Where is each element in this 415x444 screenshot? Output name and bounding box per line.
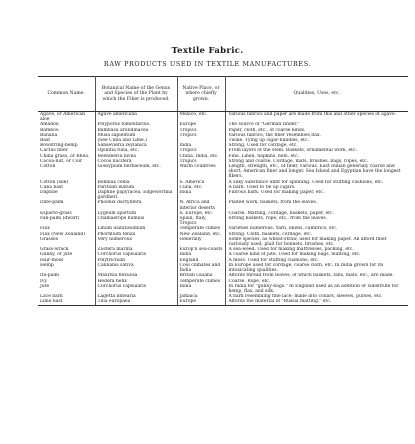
common-name-cell: Banana bbox=[38, 133, 95, 138]
botanical-name-cell: Polyporus fomentarius. bbox=[95, 122, 177, 127]
common-name-cell: Esparto-grass bbox=[38, 211, 95, 216]
common-name-cell: Date-palm bbox=[38, 200, 95, 210]
botanical-name-cell: Phormium tenax bbox=[95, 232, 177, 237]
common-name-cell: Hair-moss bbox=[38, 258, 95, 263]
qualities-cell: Varieties numerous. Yarn, linens, cambrics, etc. bbox=[228, 226, 338, 232]
botanical-name-cell: Phoenix dactylifera bbox=[95, 200, 177, 210]
native-place-cell: Europe bbox=[177, 299, 225, 305]
common-name-cell: Cotton (silk) bbox=[38, 180, 95, 185]
native-place-cell: Cool climates and India bbox=[177, 263, 225, 273]
native-place-cell: Temperate climes bbox=[177, 226, 225, 231]
qualities-cell: Strong baskets, rope, etc., from the leaves. bbox=[228, 216, 328, 222]
botanical-name-cell: Agave americana bbox=[95, 112, 177, 123]
botanical-name-cell: Hedera helix bbox=[95, 279, 177, 284]
native-place-cell: China, India, etc. bbox=[177, 154, 225, 159]
native-place-cell: Warm countries bbox=[177, 164, 225, 180]
qualities-cell: Some species, as wheat-straw, used for making paper. All afford fiber variously used; plait for bonnets, brushes, etc. bbox=[228, 236, 387, 248]
common-name-cell: Grasses bbox=[38, 237, 95, 247]
table-row bbox=[38, 299, 408, 305]
botanical-name-cell: Sansevieria zeylanica bbox=[95, 143, 177, 148]
botanical-name-cell: Boehmeria nivea bbox=[95, 154, 177, 159]
common-name-cell: Bowstring-hemp bbox=[38, 143, 95, 148]
table-row bbox=[38, 164, 408, 180]
table-row bbox=[38, 263, 408, 273]
botanical-name-cell: Corchorus capsularis bbox=[95, 252, 177, 257]
botanical-name-cell: Bombax ceiba bbox=[95, 180, 177, 185]
botanical-name-cell: Lygeum spartum bbox=[95, 211, 177, 216]
native-place-cell: Tropics bbox=[177, 128, 225, 133]
native-place-cell: India bbox=[177, 284, 225, 294]
botanical-name-cell: Bambusa arundinacea bbox=[95, 128, 177, 133]
native-place-cell: Europe bbox=[177, 122, 225, 127]
botanical-name-cell: Polytrichum bbox=[95, 258, 177, 263]
common-name-cell: Grass-wrack bbox=[38, 247, 95, 252]
common-name-cell: Cotton bbox=[38, 164, 95, 180]
botanical-name-cell: Gossypium herbaceum, etc. bbox=[95, 164, 177, 180]
common-name-cell: Cuba bast bbox=[38, 185, 95, 190]
qualities-cell: Affords the material of "Russia matting," etc. bbox=[225, 299, 408, 305]
qualities-cell: From layers of the stem. Baskets, ornamental work, etc. bbox=[228, 148, 357, 154]
table-row bbox=[38, 216, 408, 226]
qualities-cell: A coarse kind of jute. Used for making bags, matting, etc. bbox=[228, 252, 361, 258]
botanical-name-cell: Tilia europaea bbox=[95, 299, 177, 305]
common-name-cell: Bamboo bbox=[38, 128, 95, 133]
native-place-cell: New Zealand, etc. bbox=[177, 232, 225, 237]
botanical-name-cell: Daphne papyracea, Edgeworthia gardneri. bbox=[95, 190, 177, 200]
column-header-native-place: Native Place, or where chiefly grown. bbox=[177, 77, 225, 112]
qualities-cell: Fine. Linen, napkins, nets, etc. bbox=[228, 153, 299, 159]
common-name-cell: Amadou bbox=[38, 122, 95, 127]
native-place-cell: Tropics bbox=[177, 159, 225, 164]
common-name-cell: Ita-palm bbox=[38, 273, 95, 278]
common-name-cell: Daphne bbox=[38, 190, 95, 200]
table-header-row bbox=[38, 77, 408, 112]
botanical-name-cell: Corchorus capsularis bbox=[95, 284, 177, 294]
native-place-cell: England bbox=[177, 258, 225, 263]
common-name-cell: Gunny, or jute bbox=[38, 252, 95, 257]
column-header-botanical-name: Botanical Name of the Genus and Species of the Plant by which the Fiber is produced. bbox=[95, 77, 177, 112]
qualities-cell: The source of "German tinder." bbox=[228, 122, 300, 128]
native-place-cell: Tropics bbox=[177, 133, 225, 138]
common-name-cell: China grass, or Rhea. bbox=[38, 154, 95, 159]
native-place-cell: India bbox=[177, 190, 225, 200]
column-header-common-name: Common Name. bbox=[38, 77, 95, 112]
common-name-cell: Fan-palm (dwarf) bbox=[38, 216, 95, 226]
qualities-cell: In India for "gunny-bags." In England used as an addition or substitute for hemp, flax, and silk. bbox=[228, 283, 399, 294]
botanical-name-cell: Cannabis sativa bbox=[95, 263, 177, 273]
qualities-cell: Strong. Cloth, baskets, cordage, etc. bbox=[228, 231, 313, 237]
table-row bbox=[38, 200, 408, 210]
page-title: Textile Fabric. bbox=[171, 46, 244, 56]
qualities-cell: In Europe used for cordage, coarse cloth, etc. In India grown for its intoxicating qualities. bbox=[228, 262, 384, 274]
botanical-name-cell: Chamaerops humilis bbox=[95, 216, 177, 226]
qualities-cell: A moss. Used for stuffing cushions, etc. bbox=[228, 257, 319, 263]
native-place-cell: Generally bbox=[177, 237, 225, 247]
botanical-name-cell: Mauritia flexuosa bbox=[95, 273, 177, 278]
native-place-cell: S. America bbox=[177, 180, 225, 185]
qualities-cell: A sea-weed. Used for making mattresses, packing, etc. bbox=[228, 247, 354, 253]
table-row bbox=[38, 112, 408, 123]
botanical-name-cell: Linum usitatissimum bbox=[95, 226, 177, 231]
qualities-cell: A bark. Used to tie up cigars. bbox=[228, 184, 296, 190]
native-place-cell: Cuba, etc. bbox=[177, 185, 225, 190]
native-place-cell: Spain, Italy, Tropics bbox=[177, 216, 225, 226]
table-caption: RAW PRODUCTS USED IN TEXTILE MANUFACTURES. bbox=[103, 60, 312, 68]
common-name-cell: Jute bbox=[38, 284, 95, 294]
botanical-name-cell: Opuntia tuna, etc. bbox=[95, 148, 177, 153]
botanical-name-cell: Lagetta lintearia bbox=[95, 294, 177, 299]
table-row bbox=[38, 237, 408, 247]
common-name-cell: Ivy bbox=[38, 279, 95, 284]
table-row bbox=[38, 190, 408, 200]
native-place-cell: British Guiana bbox=[177, 273, 225, 278]
botanical-name-cell: Very numerous bbox=[95, 237, 177, 247]
qualities-cell: Fibrous bark. Used for making paper, etc. bbox=[228, 190, 325, 196]
common-name-cell: Bast bbox=[38, 138, 95, 143]
native-place-cell: N. Africa and interior deserts bbox=[177, 200, 225, 210]
botanical-name-cell: Musa sapientum bbox=[95, 133, 177, 138]
botanical-name-cell: Cocos nucifera bbox=[95, 159, 177, 164]
native-place-cell: Temperate climes bbox=[177, 279, 225, 284]
qualities-cell: A silky substance unfit for spinning. Used for stuffing cushions, etc. bbox=[228, 179, 384, 185]
common-name-cell: Cocoa-nut, or Coir bbox=[38, 159, 95, 164]
qualities-cell: Length, strength, etc., of fiber, various. East Indian generally coarse and short; American finer and longer. Sea Island and Egyptian have the longest fibers. bbox=[228, 164, 401, 180]
qualities-cell: Strong and coarse. Cordage, mats, brushes, bags, ropes, etc. bbox=[228, 158, 369, 164]
qualities-cell: A bark resembling fine lace; made into collars, sleeves, purses, etc. bbox=[228, 294, 383, 300]
common-name-cell: Lime bast bbox=[38, 299, 95, 305]
native-place-cell: Mexico, etc. bbox=[177, 112, 225, 123]
native-place-cell: Tropics bbox=[177, 148, 225, 153]
qualities-cell: Various fabrics and paper are made from this and other species of agave. bbox=[228, 112, 397, 117]
common-name-cell: Lace bark bbox=[38, 294, 95, 299]
botanical-name-cell: Paritium elatum bbox=[95, 185, 177, 190]
common-name-cell: Cactus fiber bbox=[38, 148, 95, 153]
common-name-cell: Hemp bbox=[38, 263, 95, 273]
raw-products-table bbox=[38, 76, 408, 306]
column-header-qualities: Qualities, Uses, etc. bbox=[225, 77, 408, 112]
common-name-cell: Agave, or American aloe bbox=[38, 112, 95, 123]
qualities-cell: Twine. Tying up cigar-bundles, etc. bbox=[228, 138, 309, 144]
botanical-name-cell: Zostera marina bbox=[95, 247, 177, 252]
native-place-cell: India bbox=[177, 252, 225, 257]
qualities-cell: Affords thread from leaves; of which baskets, fans, mats, etc., are made. bbox=[228, 273, 394, 279]
qualities-cell: Paper, cloth, etc., of coarse kinds. bbox=[228, 127, 306, 133]
qualities-cell: Coarse. Matting, cordage, baskets, paper, etc. bbox=[228, 210, 334, 216]
table-row bbox=[38, 284, 408, 294]
qualities-cell: Coarse. Rope, etc. bbox=[228, 278, 271, 284]
native-place-cell: S. Europe, etc. bbox=[177, 211, 225, 216]
native-place-cell: Jamaica bbox=[177, 294, 225, 299]
qualities-cell: Strong. Used for cordage, etc. bbox=[228, 143, 298, 149]
common-name-cell: Flax bbox=[38, 226, 95, 231]
qualities-cell: Various fabrics; the fiber resembles flax. bbox=[228, 132, 321, 138]
botanical-name-cell: (See Cuba and Lime.) bbox=[95, 138, 177, 143]
common-name-cell: Flax (New Zealand) bbox=[38, 232, 95, 237]
native-place-cell: India bbox=[177, 143, 225, 148]
native-place-cell: Europ'n sea-coasts bbox=[177, 247, 225, 252]
qualities-cell: Plaited work, baskets, from the leaves. bbox=[228, 200, 318, 206]
table-body bbox=[38, 112, 408, 306]
